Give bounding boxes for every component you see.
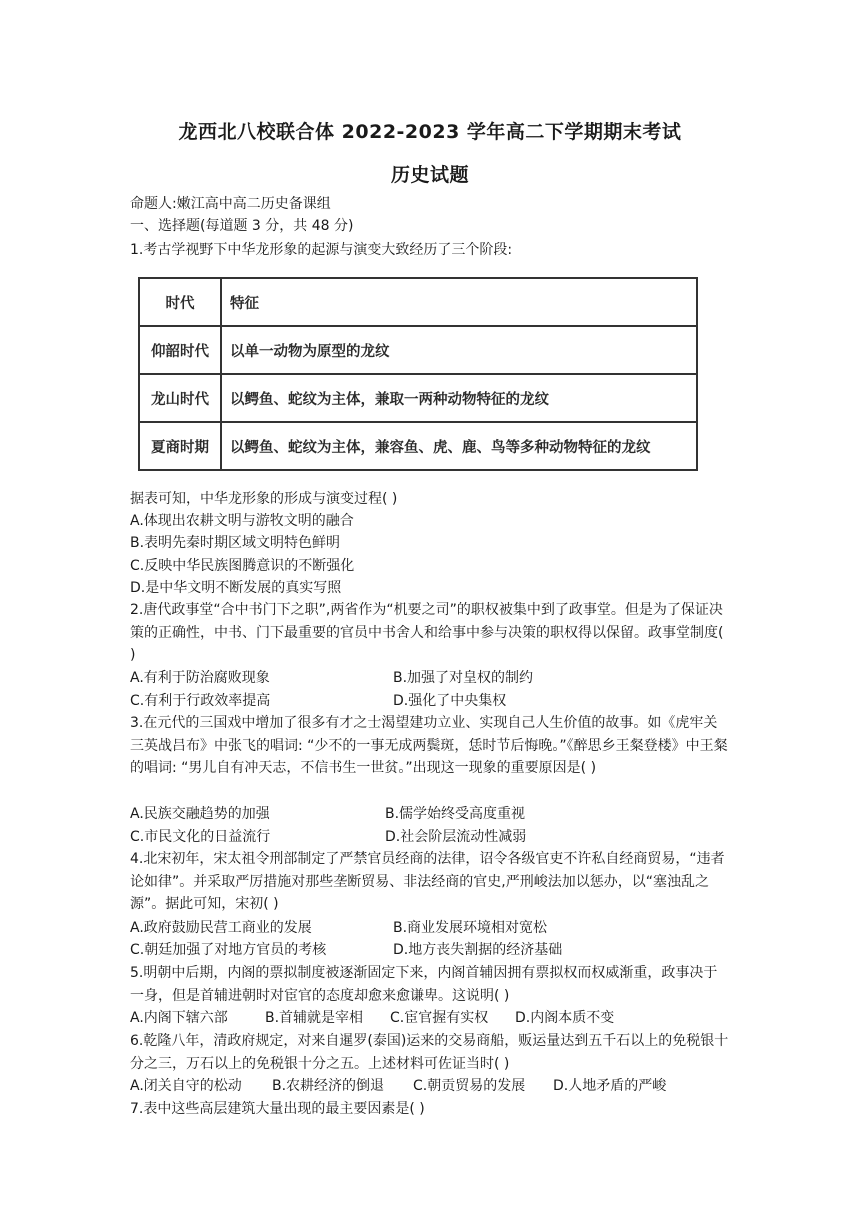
option-c: C.宦官握有实权: [390, 1010, 489, 1026]
option-b: B.农耕经济的倒退: [272, 1078, 385, 1094]
option-c: C.反映中华民族图腾意识的不断强化: [130, 558, 355, 574]
option-d: D.社会阶层流动性减弱: [385, 829, 527, 845]
option-b: B.商业发展环境相对宽松: [393, 920, 548, 936]
exam-subtitle: 历史试题: [390, 164, 469, 186]
table-header-row: [139, 278, 697, 326]
table-cell: 龙山时代: [139, 374, 221, 422]
option-a: A.政府鼓励民营工商业的发展: [130, 920, 312, 936]
table-cell: 以鳄鱼、蛇纹为主体，兼容鱼、虎、鹿、鸟等多种动物特征的龙纹: [221, 422, 697, 470]
option-d: D.强化了中央集权: [393, 693, 507, 709]
question-5-stem: 5.明朝中后期，内阁的票拟制度被逐渐固定下来，内阁首辅因拥有票拟权而权威渐重，政事决于一身，但是首辅进朝时对宦官的态度却愈来愈谦卑。这说明( ): [130, 965, 718, 1004]
option-c: C.有利于行政效率提高: [130, 693, 271, 709]
option-c: C.朝贡贸易的发展: [413, 1078, 526, 1094]
question-3-stem: 3.在元代的三国戏中增加了很多有才之士渴望建功立业、实现自己人生价值的故事。如《虎牢关三英战吕布》中张飞的唱词: “少不的一事无成两鬓斑，恁时节后悔晚。”《醉思乡王粲登楼》中王粲的唱词: “男儿自有冲天志，不信书生一世贫。”出现这一现象的重要原因是( ): [130, 715, 728, 776]
question-7-stem: 7.表中这些高层建筑大量出现的最主要因素是( ): [130, 1101, 425, 1117]
option-d: D.内阁本质不变: [515, 1010, 615, 1026]
table-row: [139, 422, 697, 470]
question-6-stem: 6.乾隆八年，清政府规定，对来自暹罗(泰国)运来的交易商船，贩运量达到五千石以上的免税银十分之三，万石以上的免税银十分之五。上述材料可佐证当时( ): [130, 1033, 729, 1072]
section-heading: 一、选择题(每道题 3 分，共 48 分): [130, 218, 354, 234]
exam-title: 龙西北八校联合体 2022-2023 学年高二下学期期末考试: [178, 121, 682, 143]
option-b: B.首辅就是宰相: [265, 1010, 364, 1026]
option-a: A.有利于防治腐败现象: [130, 670, 270, 686]
table-row: [139, 374, 697, 422]
author-line: 命题人:嫩江高中高二历史备课组: [130, 196, 331, 212]
table-row: [139, 326, 697, 374]
question-2-stem: 2.唐代政事堂“合中书门下之职”,两省作为“机要之司”的职权被集中到了政事堂。但是为了保证决策的正确性，中书、门下最重要的官员中书舍人和给事中参与决策的职权得以保留。政事堂制度( ): [130, 602, 724, 663]
table-cell: 以单一动物为原型的龙纹: [221, 326, 697, 374]
dragon-era-table: [138, 277, 698, 471]
option-d: D.人地矛盾的严峻: [553, 1078, 667, 1094]
option-c: C.朝廷加强了对地方官员的考核: [130, 942, 327, 958]
table-cell: 夏商时期: [139, 422, 221, 470]
table-header-cell: 时代: [139, 278, 221, 326]
option-a: A.内阁下辖六部: [130, 1010, 228, 1026]
option-c: C.市民文化的日益流行: [130, 829, 271, 845]
question-1-ask: 据表可知，中华龙形象的形成与演变过程( ): [130, 491, 398, 507]
table-header-cell: 特征: [221, 278, 697, 326]
option-a: A.闭关自守的松动: [130, 1078, 242, 1094]
table-cell: 以鳄鱼、蛇纹为主体，兼取一两种动物特征的龙纹: [221, 374, 697, 422]
option-b: B.儒学始终受高度重视: [385, 806, 526, 822]
option-d: D.是中华文明不断发展的真实写照: [130, 580, 342, 596]
table-cell: 仰韶时代: [139, 326, 221, 374]
question-4-stem: 4.北宋初年，宋太祖令刑部制定了严禁官员经商的法律，诏令各级官吏不许私自经商贸易，“违者论如律”。并采取严厉措施对那些垄断贸易、非法经商的官史,严刑峻法加以惩办，以“塞浊乱之源”。据此可知，宋初( ): [130, 851, 725, 912]
option-a: A.民族交融趋势的加强: [130, 806, 270, 822]
option-d: D.地方丧失割据的经济基础: [393, 942, 563, 958]
option-b: B.加强了对皇权的制约: [393, 670, 534, 686]
question-1-stem: 1.考古学视野下中华龙形象的起源与演变大致经历了三个阶段:: [130, 242, 513, 258]
option-a: A.体现出农耕文明与游牧文明的融合: [130, 513, 354, 529]
option-b: B.表明先秦时期区域文明特色鲜明: [130, 535, 341, 551]
